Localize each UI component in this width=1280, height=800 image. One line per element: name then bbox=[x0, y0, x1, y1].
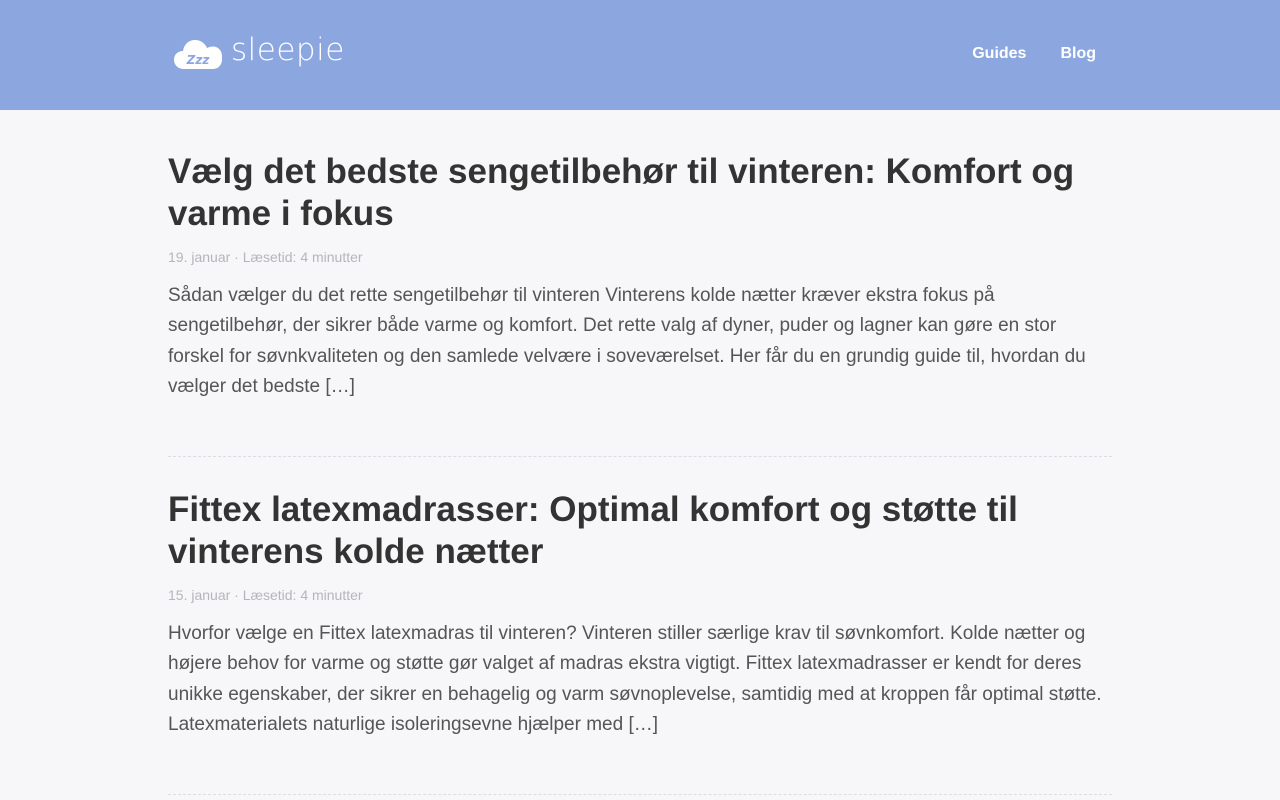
post-card bbox=[168, 457, 1112, 795]
post-date: 15. januar bbox=[168, 587, 231, 604]
post-card bbox=[168, 110, 1112, 457]
post-list bbox=[168, 110, 1112, 795]
post-meta bbox=[168, 248, 1112, 266]
post-reading-time: Læsetid: 4 minutter bbox=[242, 587, 363, 604]
site-header bbox=[0, 0, 1280, 110]
post-date: 19. januar bbox=[168, 249, 231, 265]
post-meta bbox=[168, 586, 1112, 604]
logo-link[interactable] bbox=[174, 32, 345, 70]
post-excerpt: Hvorfor vælge en Fittex latexmadras til vinteren? Vinteren stiller særlige krav til søvnkomfort. Kolde nætter og højere behov for varme og støtte gør valget af madras ekstra vigtigt. Fittex latexmadrasser er kendt for deres unikke egenskaber, der sikrer en behagelig og varm søvnoplevelse, samtidig med at kroppen får optimal støtte. Latexmaterialets naturlige isoleringsevne hjælper med […] bbox=[168, 623, 1102, 736]
logo-badge: Zzz bbox=[186, 53, 210, 67]
nav-link-blog[interactable]: Blog bbox=[1060, 45, 1096, 62]
post-excerpt: Sådan vælger du det rette sengetilbehør til vinteren Vinterens kolde nætter kræver ekstra fokus på sengetilbehør, der sikrer både varme og komfort. Det rette valg af dyner, puder og lagner kan gøre en stor forskel for søvnkvaliteten og den samlede velvære i soveværelset. Her får du en grundig guide til, hvordan du vælger det bedste […] bbox=[168, 285, 1086, 397]
meta-separator: · bbox=[234, 249, 243, 265]
post-title-link[interactable]: Vælg det bedste sengetilbehør til vinteren: Komfort og varme i fokus bbox=[168, 152, 1075, 233]
main-nav bbox=[972, 45, 1096, 63]
post-title-link[interactable]: Fittex latexmadrasser: Optimal komfort og støtte til vinterens kolde nætter bbox=[168, 490, 1018, 572]
post-title bbox=[168, 151, 1112, 235]
post-reading-time: Læsetid: 4 minutter bbox=[242, 249, 363, 265]
meta-separator: · bbox=[234, 587, 243, 604]
logo-text: sleepie bbox=[231, 32, 345, 68]
nav-link-guides[interactable]: Guides bbox=[972, 45, 1027, 62]
cloud-logo-icon bbox=[174, 36, 222, 70]
post-title bbox=[168, 489, 1112, 573]
